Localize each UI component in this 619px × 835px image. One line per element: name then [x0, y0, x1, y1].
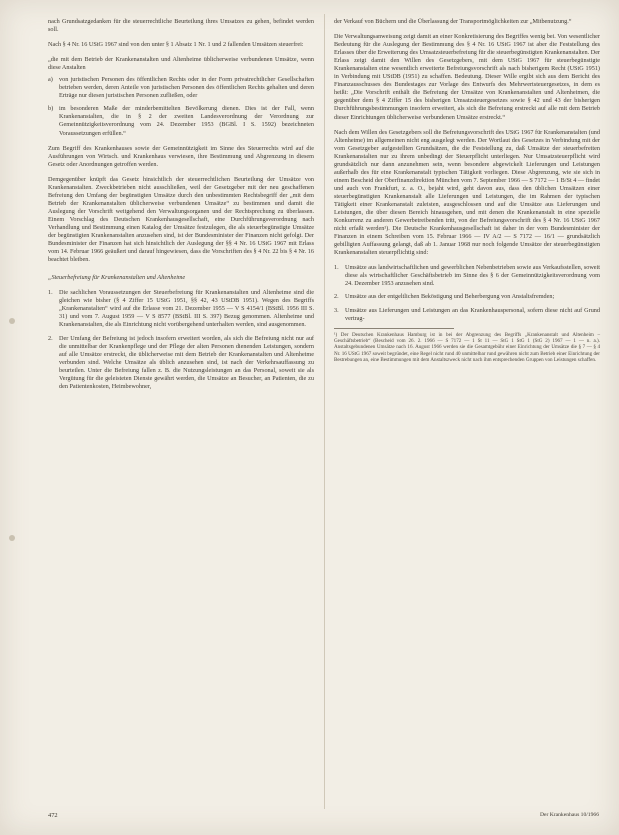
- section-heading: „Steuerbefreiung für Krankenanstalten und Altenheime: [48, 274, 186, 282]
- list-text: von juristischen Personen des öffentlichen Rechts oder in der Form privatrechtlicher Gesellschaften betrieben werden, deren Anteile von juristischen Personen des öffentlichen Rechts gehalten und deren Erträge nur diesen juristischen Personen zufließen, oder: [59, 76, 314, 100]
- list-label: a): [48, 76, 53, 84]
- column-divider: [324, 14, 325, 809]
- punch-hole: [9, 318, 15, 324]
- footnote-rule: [334, 328, 454, 329]
- paragraph: der Verkauf von Büchern und die Überlassung der Transportmöglichkeiten zur „Mitbenutzung.“: [334, 18, 572, 25]
- left-column: [48, 18, 314, 396]
- list-item: [334, 307, 600, 323]
- paragraph: Die Verwaltungsanweisung zeigt damit an einer Konkretisierung des Begriffes wenig bei. Von wesentlicher Bedeutung für die Auslegung der Bestimmung des § 4 Nr. 16 UStG 1967 ist aber die Feststellung des Erlasses über die Erweiterung des Umsatzsteuerbefreiung für die steuerbegünstigten Krankenanstalten. Der Erlass zeigt damit den Willen des Gesetzgebers, mit dem UStG 1967 für steuerbegünstigte Krankenanstalten eine wesentlich erweiterte Befreiungsvorschrift als nach bisherigem Recht (UStG 1951) in Verbindung mit UStDB (1951) zu schaffen. Bedeutung. Dieser Wille ergibt sich aus dem Bericht des Finanzausschusses des Bundestages zur Vorlage des Entwurfs des Mehrwertsteuergesetzes, in dem es heißt: „Die Vorschrift enthält die Befreiung der Umsätze von Krankenanstalten und Altenheimen, die gegenüber dem § 4 Ziffer 15 des bisherigen Umsatzsteuergesetzes sowie § 42 und 43 der bisherigen Durchführungsbestimmungen insofern erweitert, als sich die Befreiung erstreckt auf alle mit dem Betrieb dieser Einrichtungen üblicherweise verbundenen Umsätze erstreckt.“: [334, 33, 600, 121]
- list-label: 2.: [334, 293, 339, 301]
- list-text: Umsätze aus landwirtschaftlichen und gewerblichen Nebenbetrieben sowie aus Verkaufsstellen, soweit diese als wirtschaftlicher Geschäftsbetrieb im Sinne des § 6 der Gemeinnützigkeitsverordnung vom 24. Dezember 1953 anzusehen sind.: [345, 264, 600, 288]
- list-item: [334, 264, 600, 288]
- list-item: [48, 105, 314, 137]
- footnote: ¹) Der Deutschen Krankenhaus Hamburg ist in bei der Abgrenzung des Begriffs „Krankenanstalt und Altenheim – Geschäftsbetrieb“ (Bescheid vom 26. 2. 1966 — S 7172 — 1 St 11 — StG 1 StG 1 (StG 2) 1967 — 1 — n. a.). Anstaltsgebundenen Umsätze nach 16. August 1966 werden sie die Gesamtgebühr einer Einrichtung der Umsätze die § 7 — § 4 Nr. 16 UStG 1967 soweit begründet, eine Regel nicht rund 40 unmittelbar rund gewähren nicht zum Betrieb einer Einrichtung der Bestrebungen an, eine Bestimmungen mit dem Anstaltszweck nicht nach ihm entsprechenden Gruppen von Leistungen schaffen.: [334, 331, 600, 364]
- list-label: b): [48, 105, 54, 113]
- list-item: [48, 289, 314, 329]
- list-text: Der Umfang der Befreiung ist jedoch insofern erweitert worden, als sich die Befreiung nicht nur auf die unmittelbar der Krankenpflege und der Pflege der alten Personen dienenden Leistungen, sondern auf alle Umsätze erstreckt, die üblicherweise mit dem Betrieb der Krankenanstalten und Altenheime verbunden sind. Welche Umsätze als üblich anzusehen sind, ist nach der Verkehrsauffassung zu beurteilen. Unter die Befreiung fallen z. B. die Nutzungsleistungen an das Personal, soweit sie als Vergütung für die geleisteten Dienste gewährt werden, die Umsätze an Besucher, an Patienten, die zu den Patientenkosten, Heimbewohner,: [59, 334, 314, 390]
- paragraph: Nach dem Willen des Gesetzgebers soll die Befreiungsvorschrift des UStG 1967 für Krankenanstalten (und Altenheime) im allgemeinen nicht eng ausgelegt werden. Der Wortlaut des Gesetzes in Verbindung mit der vom Gesetzgeber aufgestellten Grundsätzen, die die Feststellung zu, daß Umsätze der steuerbefreiten Krankenanstalten nur zu ihrem unbedingt der Steuerpflicht unterliegen. Nur Umsatzsteuerpflicht wird grundsätzlich nur dann anzunehmen sein, wenn besondere abgewickelt Lieferungen und Leistungen außerhalb des für eine Krankenanstalt typischen Tätigkeit vorliegen. Diese Abgrenzung, wie sie sich in einem Bescheid der Oberfinanzdirektion München vom 7. September 1966 — S 7172 — 1 B/St 4 — findet und auch von Frankfurt, z. a. O., bejaht wird, geht davon aus, dass den üblichen Umsätzen einer steuerbegünstigten Krankenanstalt alle Lieferungen und Leistungen, die im Rahmen der typischen Tätigkeit einer Krankenanstalt zuleisten, ausgeschlossen und auf die Umsätze aus Lieferungen und Leistungen, die über diesen Bereich hinausgehen, und mit denen die Krankenanstalt in eine spezielle Konkurrenz zu anderen Gewerbetreibenden tritt, von der Befreiungsvorschrift des § 4 Nr. 16 UStG 1967 nicht erfaßt werden¹). Die Deutsche Krankenhausgesellschaft ist daher in der vom Bundesminister der Finanzen in einem Schreiben vom 15. Februar 1966 — IV A/2 — S 7172 — 16/1 — grundsätzlich gebilligten Auffassung gelangt, daß ab 1. Januar 1968 nur noch folgende Umsätze der steuerbegünstigten Krankenanstalten steuerpflichtig sind:: [334, 128, 601, 257]
- paragraph: Nach § 4 Nr. 16 UStG 1967 sind von den unter § 1 Absatz 1 Nr. 1 und 2 fallenden Umsätzen steuerfrei:: [48, 41, 304, 49]
- list-text: Umsätze aus Lieferungen und Leistungen an das Krankenhauspersonal, sofern diese nicht auf Grund vertrag-: [345, 306, 600, 322]
- list-text: Umsätze aus der entgeltlichen Beköstigung und Beherbergung von Anstaltsfremden;: [345, 293, 555, 301]
- page-number: 472: [48, 812, 58, 819]
- right-column: [334, 18, 600, 364]
- list-label: 2.: [48, 334, 53, 342]
- list-item: [48, 76, 314, 100]
- list-item: [334, 293, 600, 301]
- paragraph: nach Grundsatzgedanken für die steuerrechtliche Beurteilung ihres Umsatzes zu gehen, befindet werden soll.: [48, 18, 314, 34]
- punch-hole: [9, 535, 15, 541]
- list-item: [48, 335, 314, 391]
- paragraph: Demgegenüber knüpft das Gesetz hinsichtlich der steuerrechtlichen Beurteilung der Umsätze von Krankenanstalten. Zweckbetrieben nicht ausschließen, weil der Gesetzgeber mit der neu geschaffenen Befreiung den Umfang der begünstigten Umsätze durch den unbestimmten Rechtsbegriff der „mit dem Betrieb der Krankenanstalten üblicherweise verbundenen Umsätze“ zu bestimmen und damit die Auslegung der Vorschrift weitgehend den Verwaltungsorganen und der Rechtsprechung zu überlassen. Einem Vorschlag des Deutschen Krankenhausgesellschaft, eine Durchführungsverordnung nach Verhandlung und Bestimmung einen Katalog der Umsätze festzulegen, die als steuerbegünstigte Umsätze der begünstigten Krankenanstalten anzusehen sind, ist der Bundesminister der Finanzen nicht gefolgt. Der Bundesminister der Finanzen hat sich hinsichtlich der Auslegung der §§ 4 Nr. 16 UStG 1967 mit Erlass vom 14. Februar 1966 geäußert und darauf hingewiesen, dass die Vorschriften des § 4 Nr. 22 bis § 4 Nr. 16 beachtet bleiben.: [48, 175, 314, 264]
- list-label: 1.: [48, 289, 53, 297]
- journal-name: Der Krankenhaus 10/1966: [539, 812, 599, 818]
- list-text: Die sachlichen Voraussetzungen der Steuerbefreiung für Krankenanstalten und Altenheime sind die gleichen wie bisher (§ 4 Ziffer 15 UStG 1951, §§ 42, 43 UStDB 1951). Wegen des Begriffs „Krankenanstalten“ wird auf die Erlasse vom 21. Dezember 1955 — V S 4154/1 (BStBl. 1956 III S. 31) und vom 7. August 1959 — V S 8577 (BStBl. III S. 397) Bezug genommen. Altenheime und Krankenanstalten, die als Einrichtung nicht vorübergehend unterhalten werden, sind ausgenommen.: [59, 289, 314, 329]
- quote-paragraph: „die mit dem Betrieb der Krankenanstalten und Altenheime üblicherweise verbundenen Umsätze, wenn diese Anstalten: [48, 56, 314, 72]
- list-label: 3.: [334, 306, 339, 314]
- paragraph: Zum Begriff des Krankenhauses sowie der Gemeinnützigkeit im Sinne des Steuerrechts wird auf die Ausführungen von Wirtsch. und Krankenhaus verwiesen, ihre Bestimmung und Abgrenzung in diesem Gesetz oder Anordnungen getroffen werden.: [48, 144, 314, 168]
- list-text: im besonderen Maße der minderbemittelten Bevölkerung dienen. Dies ist der Fall, wenn Krankenanstalten, die in § 2 der zweiten Landesverordnung der Verordnung zur Gemeinnützigkeitsverordnung vom 24. Dezember 1953 (BGBl. I S. 1592) bezeichneten Voraussetzungen erfüllen.“: [59, 105, 314, 137]
- list-label: 1.: [334, 264, 339, 272]
